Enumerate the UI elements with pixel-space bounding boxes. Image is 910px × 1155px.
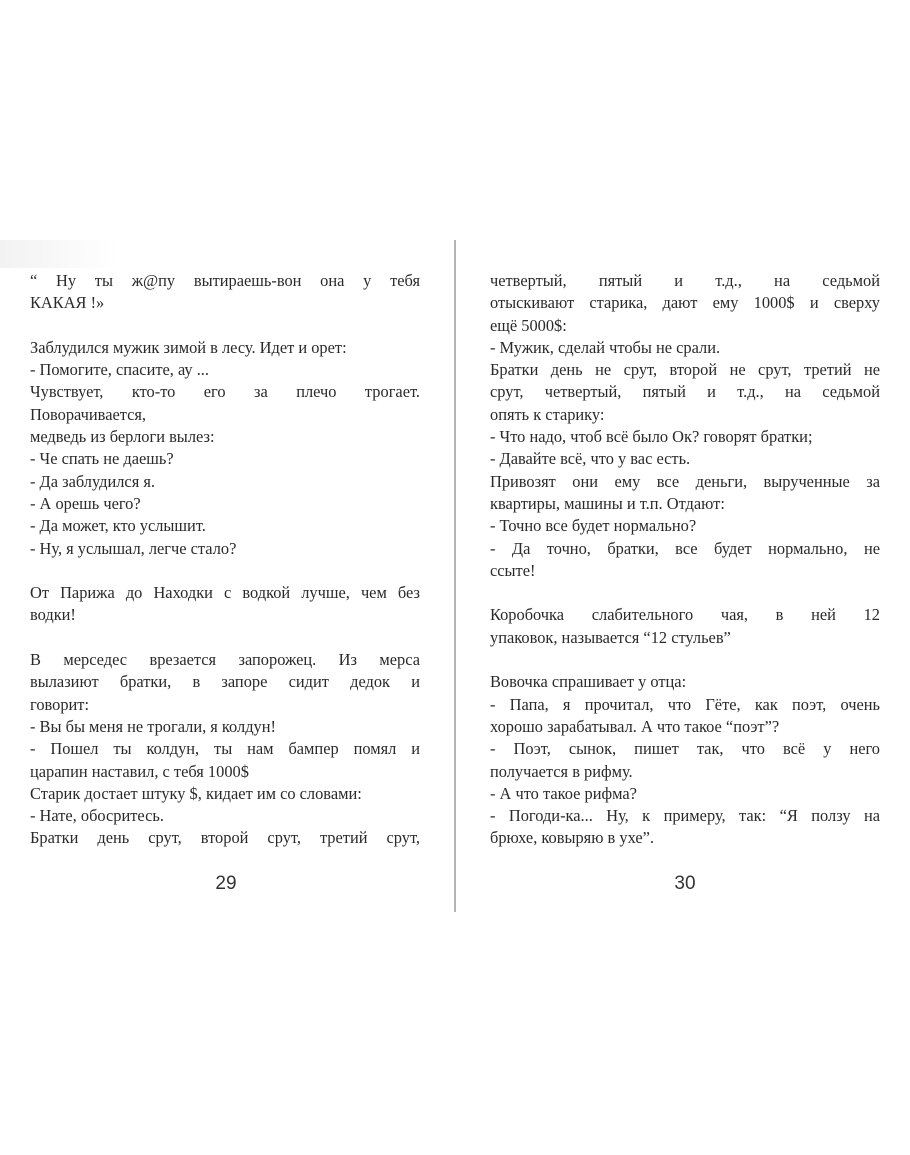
text-line: Привозят они ему все деньги, вырученные за (490, 471, 880, 491)
text-line: Поворачивается, (30, 404, 147, 424)
text-line: хорошо зарабатывал. А что такое “поэт”? (490, 716, 780, 736)
text-line: - Давайте всё, что у вас есть. (490, 449, 691, 469)
text-line: вылазиют братки, в запоре сидит дедок и (30, 672, 420, 692)
text-line: - Помогите, спасите, ау ... (30, 360, 209, 380)
paragraph-gap (490, 649, 880, 671)
text-line: срут, четвертый, пятый и т.д., на седьмой (490, 382, 880, 402)
text-line: квартиры, машины и т.п. Отдают: (490, 493, 725, 513)
paragraph-gap (490, 582, 880, 604)
text-line: - Да может, кто услышит. (30, 516, 206, 536)
text-line: ссыте! (490, 560, 536, 580)
right-page-text (490, 270, 880, 850)
text-line: - Папа, я прочитал, что Гёте, как поэт, очень (490, 694, 880, 714)
text-line: - Да точно, братки, все будет нормально, не (490, 538, 880, 558)
text-line: - Да заблудился я. (30, 471, 155, 491)
text-line: четвертый, пятый и т.д., на седьмой (490, 271, 880, 290)
text-line: отыскивают старика, дают ему 1000$ и сверху (490, 293, 880, 313)
text-line: получается в рифму. (490, 761, 633, 781)
text-line: - Пошел ты колдун, ты нам бампер помял и (30, 739, 420, 759)
text-line: КАКАЯ !» (30, 293, 105, 313)
text-line: Братки день срут, второй срут, третий срут, (30, 828, 420, 848)
text-line: Вовочка спрашивает у отца: (490, 672, 687, 692)
text-line: ещё 5000$: (490, 315, 567, 335)
page-edge-shadow (0, 240, 120, 268)
text-line: Чувствует, кто-то его за плечо трогает. (30, 382, 420, 402)
text-line: - Точно все будет нормально? (490, 516, 697, 536)
text-line: - Что надо, чтоб всё было Ок? говорят братки; (490, 427, 813, 447)
text-line: Братки день не срут, второй не срут, третий не (490, 360, 880, 380)
text-line: - Вы бы меня не трогали, я колдун! (30, 716, 276, 736)
text-line: водки! (30, 605, 76, 625)
text-line: Старик достает штуку $, кидает им со словами: (30, 783, 362, 803)
text-line: упаковок, называется “12 стульев” (490, 627, 731, 647)
text-line: Заблудился мужик зимой в лесу. Идет и орет: (30, 337, 347, 357)
text-line: медведь из берлоги вылез: (30, 427, 215, 447)
text-line: - Че спать не даешь? (30, 449, 174, 469)
left-page-number: 29 (215, 873, 237, 894)
text-line: говорит: (30, 694, 90, 714)
text-line: От Парижа до Находки с водкой лучше, чем без (30, 583, 420, 603)
text-line: брюхе, ковыряю в ухе”. (490, 828, 655, 848)
text-line: - Мужик, сделай чтобы не срали. (490, 337, 721, 357)
paragraph-gap (30, 627, 420, 649)
right-page-number: 30 (674, 873, 696, 894)
left-page-text (30, 270, 420, 850)
text-line: царапин наставил, с тебя 1000$ (30, 761, 249, 781)
text-line: - Нате, обосритесь. (30, 806, 164, 826)
paragraph-gap (30, 315, 420, 337)
text-line: - Погоди-ка... Ну, к примеру, так: “Я ползу на (490, 806, 880, 826)
page-fold-divider (454, 240, 456, 912)
text-line: - Поэт, сынок, пишет так, что всё у него (490, 739, 880, 759)
text-line: - А что такое рифма? (490, 783, 637, 803)
text-line: - А орешь чего? (30, 493, 141, 513)
text-line: Коробочка слабительного чая, в ней 12 (490, 605, 880, 625)
paragraph-gap (30, 560, 420, 582)
text-line: В мерседес врезается запорожец. Из мерса (30, 650, 420, 670)
text-line: опять к старику: (490, 404, 605, 424)
text-line: “ Ну ты ж@пу вытираешь-вон она у тебя (30, 271, 420, 290)
text-line: - Ну, я услышал, легче стало? (30, 538, 237, 558)
